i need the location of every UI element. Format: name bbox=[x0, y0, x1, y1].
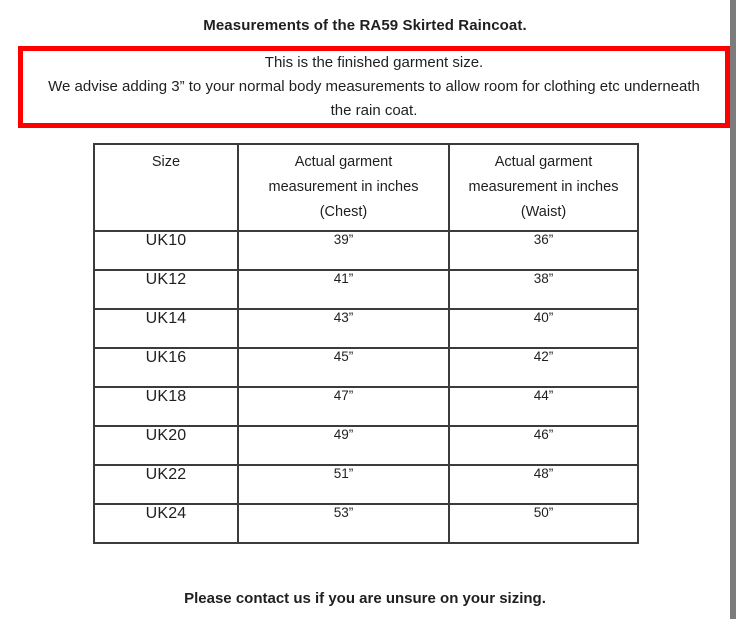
waist-value-cell: 48” bbox=[449, 465, 638, 504]
column-header-chest bbox=[238, 144, 449, 231]
waist-value-cell: 42” bbox=[449, 348, 638, 387]
chest-value-cell: 51” bbox=[238, 465, 449, 504]
table-row bbox=[94, 465, 638, 504]
size-cell: UK24 bbox=[94, 504, 238, 543]
table-row bbox=[94, 504, 638, 543]
notice-line: the rain coat. bbox=[330, 102, 418, 119]
right-edge-strip bbox=[730, 0, 736, 619]
chest-value-cell: 45” bbox=[238, 348, 449, 387]
chest-value-cell: 47” bbox=[238, 387, 449, 426]
chest-value-cell: 49” bbox=[238, 426, 449, 465]
table-header-row bbox=[94, 144, 638, 231]
table-row bbox=[94, 309, 638, 348]
table-row bbox=[94, 348, 638, 387]
chest-value-cell: 39” bbox=[238, 231, 449, 270]
waist-value-cell: 50” bbox=[449, 504, 638, 543]
header-line: measurement in inches bbox=[268, 179, 419, 195]
column-header-waist bbox=[449, 144, 638, 231]
header-line: Actual garment bbox=[294, 154, 393, 170]
header-line: (Waist) bbox=[520, 204, 567, 220]
table-row bbox=[94, 231, 638, 270]
size-cell: UK10 bbox=[94, 231, 238, 270]
waist-value-cell: 46” bbox=[449, 426, 638, 465]
chest-value-cell: 43” bbox=[238, 309, 449, 348]
size-cell: UK12 bbox=[94, 270, 238, 309]
chest-value-cell: 53” bbox=[238, 504, 449, 543]
table-row bbox=[94, 387, 638, 426]
size-cell: UK22 bbox=[94, 465, 238, 504]
size-cell: UK16 bbox=[94, 348, 238, 387]
header-line: measurement in inches bbox=[468, 179, 619, 195]
waist-value-cell: 44” bbox=[449, 387, 638, 426]
finished-size-notice-box bbox=[18, 46, 730, 128]
table-row bbox=[94, 270, 638, 309]
header-line: Actual garment bbox=[494, 154, 593, 170]
waist-value-cell: 36” bbox=[449, 231, 638, 270]
size-cell: UK14 bbox=[94, 309, 238, 348]
waist-value-cell: 40” bbox=[449, 309, 638, 348]
notice-line: This is the finished garment size. bbox=[264, 54, 484, 71]
size-cell: UK18 bbox=[94, 387, 238, 426]
chest-value-cell: 41” bbox=[238, 270, 449, 309]
notice-text-block bbox=[23, 51, 725, 123]
header-line: (Chest) bbox=[319, 204, 368, 220]
waist-value-cell: 38” bbox=[449, 270, 638, 309]
footer-note: Please contact us if you are unsure on your sizing. bbox=[184, 590, 546, 607]
size-measurements-table bbox=[93, 143, 639, 544]
page-title: Measurements of the RA59 Skirted Raincoat. bbox=[203, 17, 527, 34]
notice-line: We advise adding 3” to your normal body measurements to allow room for clothing etc underneath bbox=[48, 78, 700, 95]
table-row bbox=[94, 426, 638, 465]
column-header-size bbox=[94, 144, 238, 231]
size-cell: UK20 bbox=[94, 426, 238, 465]
header-line: Size bbox=[151, 154, 181, 170]
